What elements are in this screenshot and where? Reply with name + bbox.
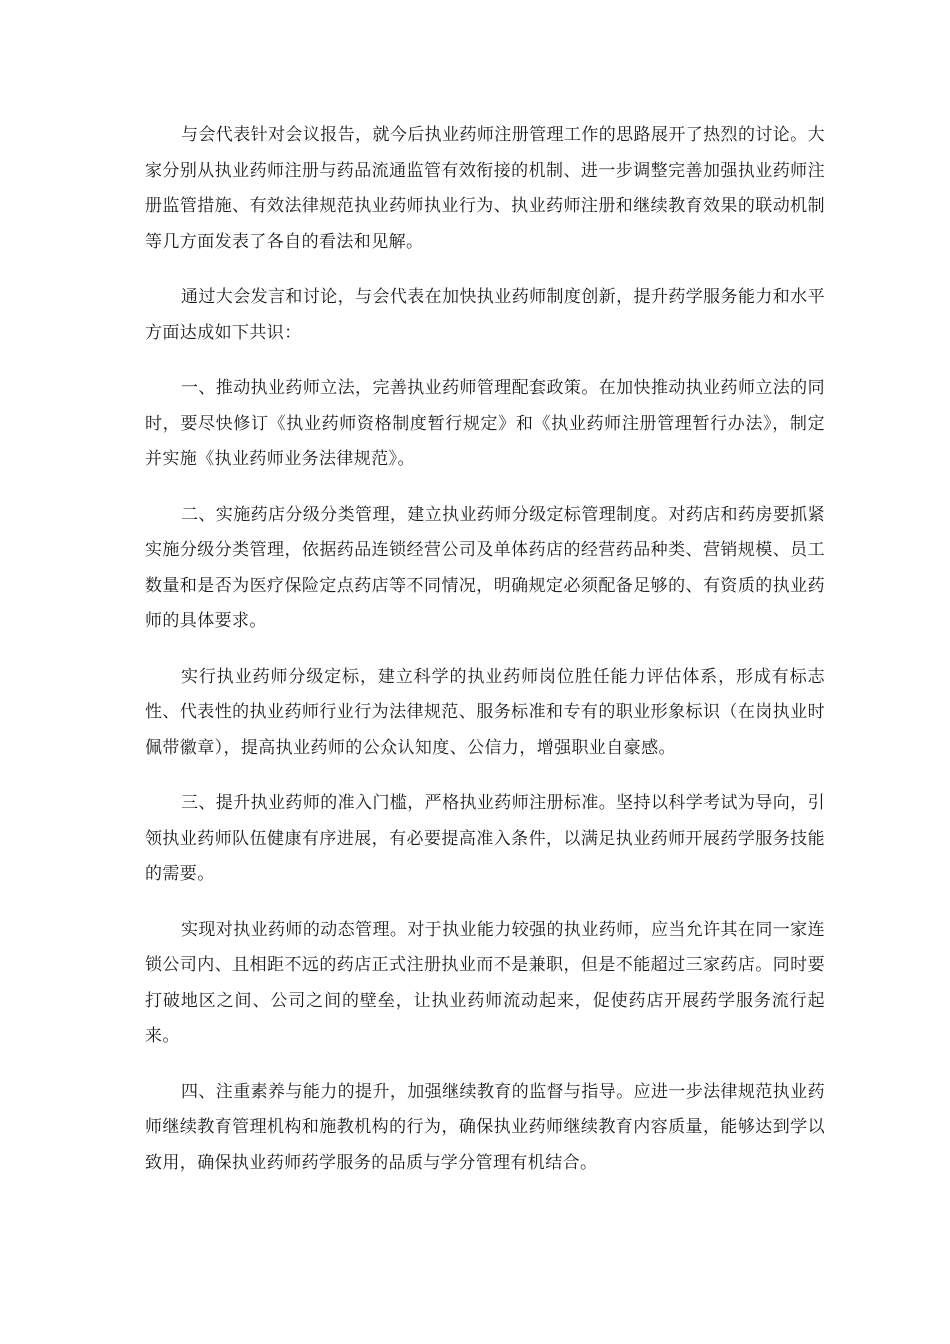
- paragraph-point-four: 四、注重素养与能力的提升，加强继续教育的监督与指导。应进一步法律规范执业药师继续教育管理机构和施教机构的行为，确保执业药师继续教育内容质量，能够达到学以致用，确保执业药师药学服务的品质与学分管理有机结合。: [145, 1081, 825, 1173]
- paragraph-consensus-intro: 通过大会发言和讨论，与会代表在加快执业药师制度创新，提升药学服务能力和水平方面达成如下共识：: [145, 287, 825, 343]
- paragraph-point-one: 一、推动执业药师立法，完善执业药师管理配套政策。在加快推动执业药师立法的同时，要尽快修订《执业药师资格制度暂行规定》和《执业药师注册管理暂行办法》，制定并实施《执业药师业务法律规范》。: [145, 378, 825, 469]
- paragraph-discussion: 与会代表针对会议报告，就今后执业药师注册管理工作的思路展开了热烈的讨论。大家分别从执业药师注册与药品流通监管有效衔接的机制、进一步调整完善加强执业药师注册监管措施、有效法律规范执业药师执业行为、执业药师注册和继续教育效果的联动机制等几方面发表了各自的看法和见解。: [145, 125, 825, 252]
- paragraph-grading-standards: 实行执业药师分级定标，建立科学的执业药师岗位胜任能力评估体系，形成有标志性、代表性的执业药师行业行为法律规范、服务标准和专有的职业形象标识（在岗执业时佩带徽章），提高执业药师的公众认知度、公信力，增强职业自豪感。: [145, 666, 825, 758]
- paragraph-dynamic-management: 实现对执业药师的动态管理。对于执业能力较强的执业药师，应当允许其在同一家连锁公司内、且相距不远的药店正式注册执业而不是兼职，但是不能超过三家药店。同时要打破地区之间、公司之间的壁垒，让执业药师流动起来，促使药店开展药学服务流行起来。: [145, 919, 825, 1046]
- paragraph-point-three: 三、提升执业药师的准入门槛，严格执业药师注册标准。坚持以科学考试为导向，引领执业药师队伍健康有序进展，有必要提高准入条件，以满足执业药师开展药学服务技能的需要。: [145, 793, 825, 884]
- paragraph-point-two: 二、实施药店分级分类管理，建立执业药师分级定标管理制度。对药店和药房要抓紧实施分级分类管理，依据药品连锁经营公司及单体药店的经营药品种类、营销规模、员工数量和是否为医疗保险定点药店等不同情况，明确规定必须配备足够的、有资质的执业药师的具体要求。: [145, 504, 825, 631]
- document-body: [145, 118, 825, 1201]
